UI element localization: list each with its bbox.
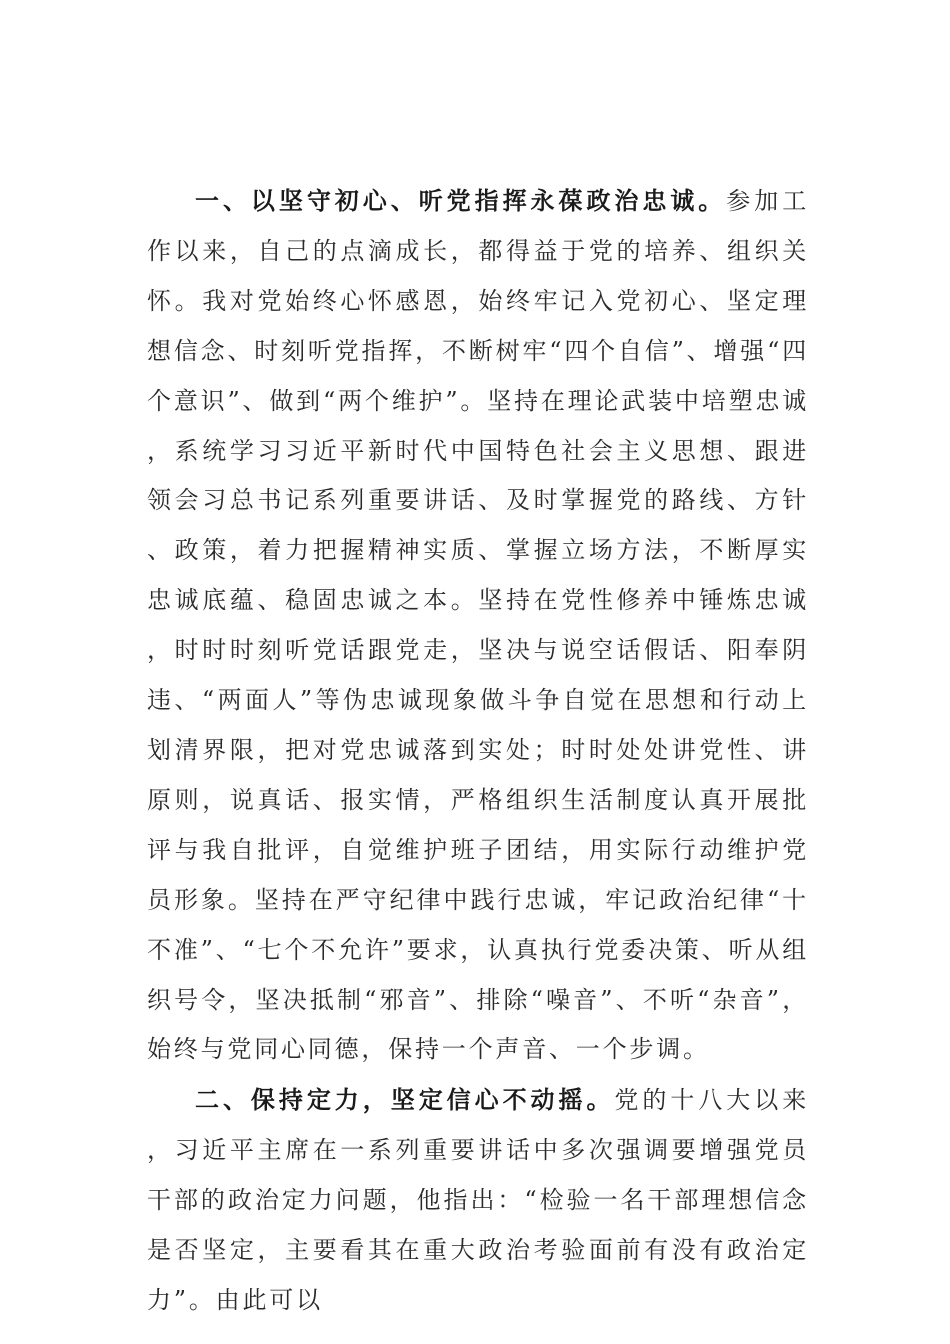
section-1-paragraph <box>147 176 809 1075</box>
document-page <box>147 176 809 1326</box>
section-2-body: 党的十八大以来，习近平主席在一系列重要讲话中多次强调要增强党员干部的政治定力问题，他指出：“检验一名干部理想信念是否坚定，主要看其在重大政治考验面前有没有政治定力”。由此可以 <box>147 1086 809 1314</box>
section-1-body: 参加工作以来，自己的点滴成长，都得益于党的培养、组织关怀。我对党始终心怀感恩，始终牢记入党初心、坚定理想信念、时刻听党指挥，不断树牢“四个自信”、增强“四个意识”、做到“两个维护”。坚持在理论武装中培塑忠诚，系统学习习近平新时代中国特色社会主义思想、跟进领会习总书记系列重要讲话、及时掌握党的路线、方针、政策，着力把握精神实质、掌握立场方法，不断厚实忠诚底蕴、稳固忠诚之本。坚持在党性修养中锤炼忠诚，时时时刻听党话跟党走，坚决与说空话假话、阳奉阴违、“两面人”等伪忠诚现象做斗争自觉在思想和行动上划清界限，把对党忠诚落到实处；时时处处讲党性、讲原则，说真话、报实情，严格组织生活制度认真开展批评与我自批评，自觉维护班子团结，用实际行动维护党员形象。坚持在严守纪律中践行忠诚，牢记政治纪律“十不准”、“七个不允许”要求，认真执行党委决策、听从组织号令，坚决抵制“邪音”、排除“噪音”、不听“杂音”，始终与党同心同德，保持一个声音、一个步调。 <box>147 187 810 1064</box>
section-2-heading: 二、保持定力，坚定信心不动摇。 <box>195 1085 615 1115</box>
section-2-paragraph <box>147 1075 809 1326</box>
section-1-heading: 一、以坚守初心、听党指挥永葆政治忠诚。 <box>195 186 727 215</box>
